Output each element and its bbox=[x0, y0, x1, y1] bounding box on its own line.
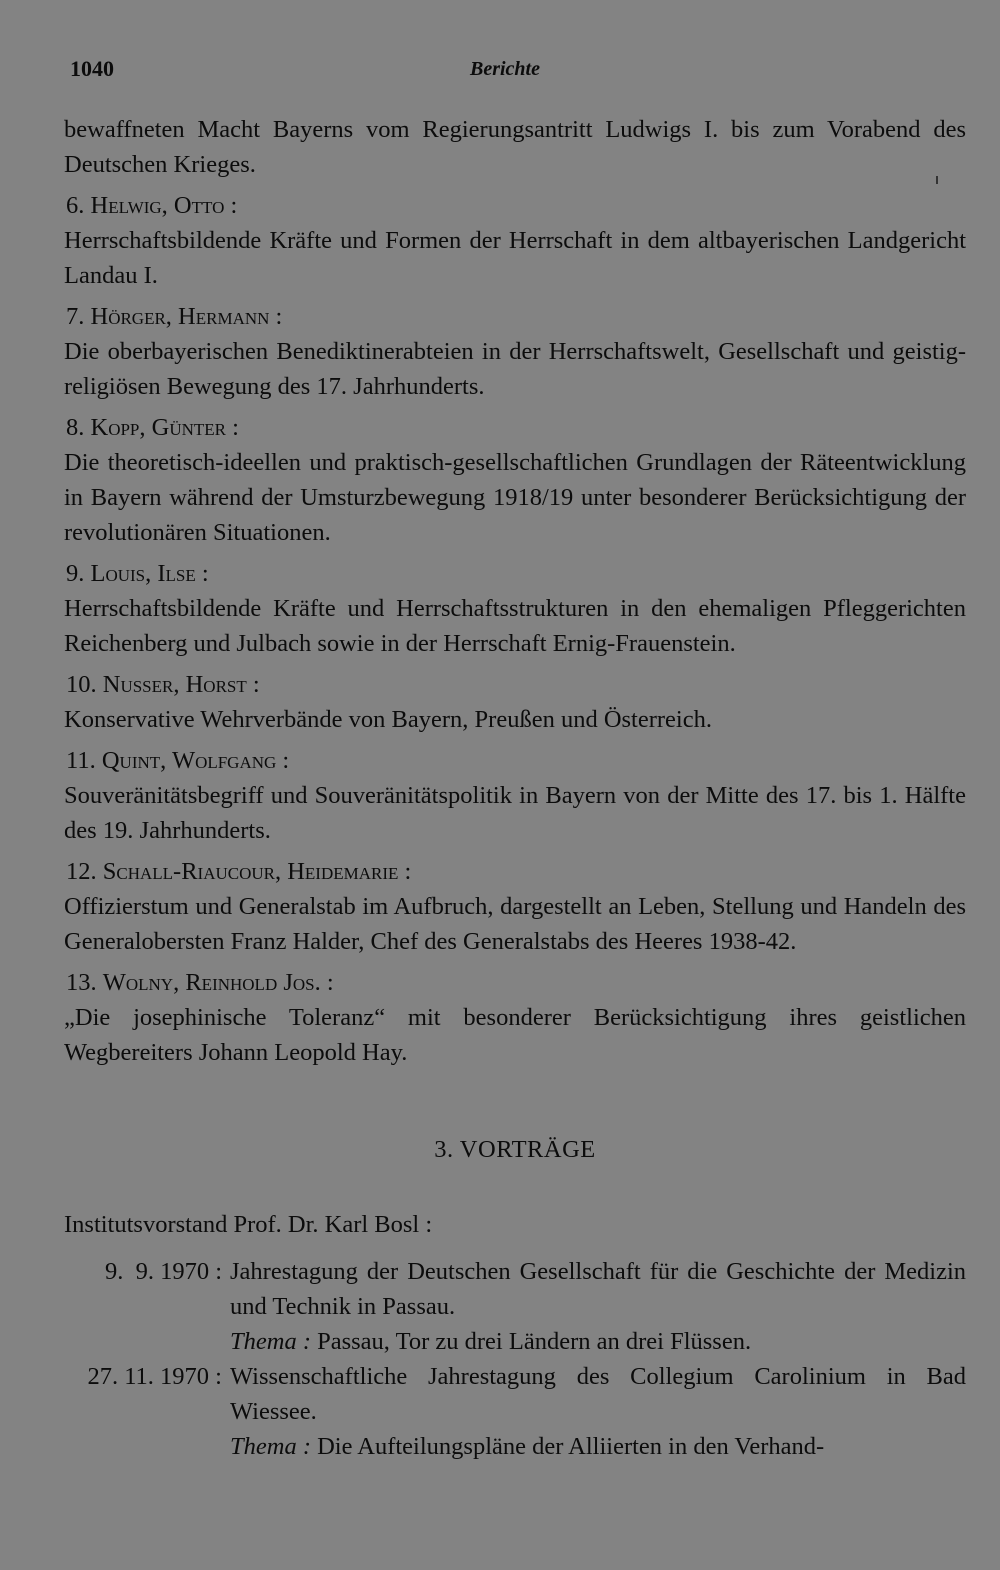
page-header bbox=[70, 56, 940, 88]
list-item bbox=[64, 188, 966, 293]
entry-heading bbox=[66, 188, 966, 223]
entry-author: Nusser, Horst : bbox=[102, 671, 260, 698]
entry-title: Herrschaftsbildende Kräfte und Herrschaftsstrukturen in den ehemaligen Pfleggerichten Reichenberg und Julbach sowie in der Herrschaft Ernig-Frauenstein. bbox=[64, 595, 966, 657]
lecturer-name: Institutsvorstand Prof. Dr. Karl Bosl : bbox=[64, 1211, 433, 1238]
entry-title: Die theoretisch-ideellen und praktisch-gesellschaftlichen Grundlagen der Räteentwicklung in Bayern während der Umsturzbewegung 1918/19 unter besonderer Berücksichtigung der revolutionären Situationen. bbox=[64, 449, 966, 546]
entry-heading bbox=[66, 410, 966, 445]
entry-heading bbox=[66, 299, 966, 334]
entry-number: 10. bbox=[66, 671, 97, 698]
list-item bbox=[64, 299, 966, 404]
entry-author: Quint, Wolfgang : bbox=[101, 747, 290, 774]
entry-title: „Die josephinische Toleranz“ mit besonderer Berücksichtigung ihres geistlichen Wegbereiters Johann Leopold Hay. bbox=[64, 1004, 966, 1066]
entry-author: Kopp, Günter : bbox=[90, 414, 239, 441]
theme-label: Thema : bbox=[230, 1328, 311, 1355]
page-body bbox=[64, 112, 966, 1464]
entry-title: Konservative Wehrverbände von Bayern, Preußen und Österreich. bbox=[64, 706, 712, 733]
talk-event: Wissenschaftliche Jahrestagung des Collegium Carolinium in Bad Wiessee. bbox=[230, 1363, 966, 1425]
entry-number: 13. bbox=[66, 969, 97, 996]
entry-number: 9. bbox=[66, 560, 85, 587]
entry-number: 8. bbox=[66, 414, 85, 441]
page-number: 1040 bbox=[70, 56, 114, 81]
entry-number: 12. bbox=[66, 858, 97, 885]
entry-heading bbox=[66, 556, 966, 591]
theme-label: Thema : bbox=[230, 1433, 311, 1460]
list-item bbox=[64, 410, 966, 550]
intro-continuation: bewaffneten Macht Bayerns vom Regierungsantritt Ludwigs I. bis zum Vorabend des Deutschen Krieges. bbox=[64, 116, 966, 178]
entry-author: Schall-Riaucour, Heidemarie : bbox=[102, 858, 412, 885]
entry-heading bbox=[66, 667, 966, 702]
list-item bbox=[64, 556, 966, 661]
entry-list bbox=[64, 188, 966, 1070]
talk-event: Jahrestagung der Deutschen Gesellschaft für die Geschichte der Medizin und Technik in Passau. bbox=[230, 1258, 966, 1320]
talk-date: 9. 9. 1970 : bbox=[104, 1258, 222, 1285]
entry-number: 6. bbox=[66, 192, 85, 219]
entry-title: Herrschaftsbildende Kräfte und Formen der Herrschaft in dem altbayerischen Landgericht Landau I. bbox=[64, 227, 966, 289]
talk-date: 27. 11. 1970 : bbox=[87, 1363, 222, 1390]
talk-list bbox=[64, 1254, 966, 1464]
talk-description bbox=[222, 1359, 966, 1464]
talk-item bbox=[64, 1359, 966, 1464]
entry-title: Offizierstum und Generalstab im Aufbruch, dargestellt an Leben, Stellung und Handeln des Generalobersten Franz Halder, Chef des Generalstabs des Heeres 1938-42. bbox=[64, 893, 966, 955]
talk-theme: Die Aufteilungspläne der Alliierten in den Verhand- bbox=[317, 1433, 825, 1460]
entry-title: Souveränitätsbegriff und Souveränitätspolitik in Bayern von der Mitte des 17. bis 1. Hälfte des 19. Jahrhunderts. bbox=[64, 782, 966, 844]
entry-author: Hörger, Hermann : bbox=[90, 303, 283, 330]
talk-item bbox=[64, 1254, 966, 1359]
running-title: Berichte bbox=[470, 58, 540, 80]
entry-author: Louis, Ilse : bbox=[90, 560, 209, 587]
entry-heading bbox=[66, 854, 966, 889]
section-title: 3. VORTRÄGE bbox=[434, 1136, 596, 1163]
list-item bbox=[64, 667, 966, 737]
list-item bbox=[64, 965, 966, 1070]
list-item bbox=[64, 854, 966, 959]
list-item bbox=[64, 743, 966, 848]
entry-author: Wolny, Reinhold Jos. : bbox=[102, 969, 334, 996]
entry-number: 7. bbox=[66, 303, 85, 330]
entry-heading bbox=[66, 743, 966, 778]
entry-author: Helwig, Otto : bbox=[90, 192, 238, 219]
talk-theme: Passau, Tor zu drei Ländern an drei Flüssen. bbox=[317, 1328, 752, 1355]
entry-heading bbox=[66, 965, 966, 1000]
entry-title: Die oberbayerischen Benediktinerabteien in der Herrschaftswelt, Gesellschaft und geistig-religiösen Bewegung des 17. Jahrhunderts. bbox=[64, 338, 966, 400]
entry-number: 11. bbox=[66, 747, 96, 774]
talk-description bbox=[222, 1254, 966, 1359]
